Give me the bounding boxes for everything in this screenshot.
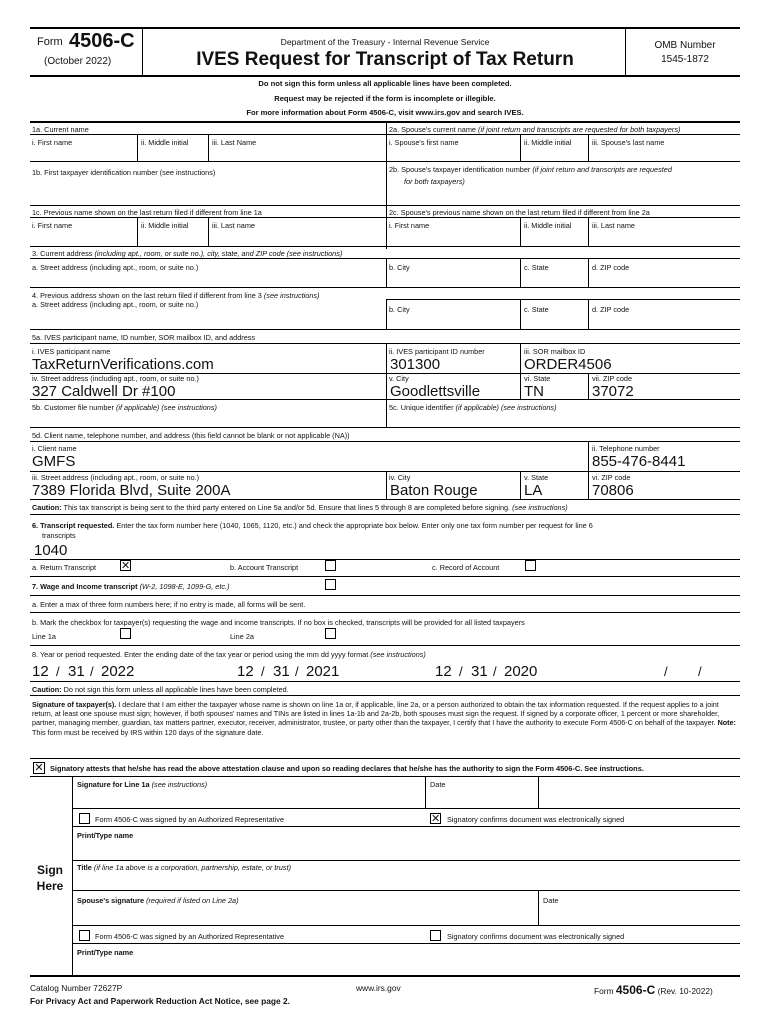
divider bbox=[588, 299, 589, 329]
divider bbox=[386, 343, 387, 399]
divider bbox=[208, 217, 209, 246]
return-transcript-checkbox[interactable] bbox=[120, 560, 131, 571]
rule bbox=[30, 645, 740, 646]
form-date: (October 2022) bbox=[44, 56, 112, 67]
line-2a-first-name[interactable]: i. Spouse's first name bbox=[389, 138, 459, 147]
client-city-field[interactable]: Baton Rouge bbox=[390, 482, 478, 499]
sign-word: Sign bbox=[37, 863, 63, 877]
rule bbox=[72, 943, 740, 944]
line-7b-line1a-label: Line 1a bbox=[32, 632, 56, 641]
line-5d-phone-label: ii. Telephone number bbox=[592, 444, 660, 453]
return-transcript-label: a. Return Transcript bbox=[32, 563, 97, 572]
footer-form-number: 4506-C bbox=[615, 983, 656, 997]
line-3-label: 3. Current address (including apt., room, or suite no.), city, state, and ZIP code (see instructions) bbox=[32, 249, 343, 258]
electronic-signature-label-2: Signatory confirms document was electronically signed bbox=[447, 932, 625, 941]
rule bbox=[30, 343, 740, 344]
divider bbox=[588, 441, 589, 499]
line-1a-wage-checkbox[interactable] bbox=[120, 628, 131, 639]
omb-number: 1545-1872 bbox=[661, 54, 709, 65]
ives-street-address-field[interactable]: 327 Caldwell Dr #100 bbox=[32, 383, 176, 400]
divider bbox=[386, 399, 387, 427]
line-5d-state-label: v. State bbox=[524, 473, 549, 482]
footer-form-id bbox=[594, 983, 713, 997]
page-title: IVES Request for Transcript of Tax Return bbox=[196, 49, 574, 70]
ives-participant-name-field[interactable]: TaxReturnVerifications.com bbox=[32, 356, 214, 373]
line-5a-zip-label: vii. ZIP code bbox=[592, 374, 633, 383]
rule bbox=[30, 681, 740, 682]
attestation-text: Signatory attests that he/she has read the above attestation clause and upon so reading declares that he/she has the authority to sign the Form 4506-C. See instructions. bbox=[50, 764, 644, 773]
divider bbox=[588, 134, 589, 161]
irs-website-link[interactable]: www.irs.gov bbox=[356, 983, 401, 993]
divider bbox=[538, 890, 539, 925]
rule bbox=[30, 471, 740, 472]
line-2a-last-name[interactable]: iii. Spouse's last name bbox=[592, 138, 665, 147]
signature-declaration: Signature of taxpayer(s). I declare that I am either the taxpayer whose name is shown on line 1a or, if applicable, line 2a, or a person authorized to obtain the tax information requested. If the request applies to a joint return, at least one spouse must sign; however, if both spouses' names and TINs are listed in lines 1a-1b and 2a-2b, both spouses must sign the request. If signed by a corporate officer, 1 percent or more shareholder, partner, managing member, guardian, tax matters partner, executor, receiver, administrator, trustee, or party other than the taxpayer, I certify that I have the authority to execute Form 4506-C on behalf of the taxpayer. Note: This form must be received by IRS within 120 days of the signature date. bbox=[32, 700, 736, 737]
line-1b-label[interactable]: 1b. First taxpayer identification number (see instructions) bbox=[32, 168, 216, 177]
line-1c-middle-initial[interactable]: ii. Middle initial bbox=[141, 221, 189, 230]
line-5d-city-label: iv. City bbox=[389, 473, 411, 482]
header-divider-left bbox=[142, 27, 143, 75]
divider bbox=[386, 258, 387, 287]
line-1c-last-name[interactable]: iii. Last name bbox=[212, 221, 255, 230]
divider bbox=[520, 134, 521, 161]
record-of-account-checkbox[interactable] bbox=[525, 560, 536, 571]
authorized-rep-checkbox-1[interactable] bbox=[79, 813, 90, 824]
date-separator: / bbox=[459, 664, 463, 679]
rule bbox=[72, 826, 740, 827]
caution-do-not-sign: Caution: Do not sign this form unless all applicable lines have been completed. bbox=[32, 685, 289, 694]
wage-income-checkbox[interactable] bbox=[325, 579, 336, 590]
date-separator: / bbox=[90, 664, 94, 679]
line-3-state[interactable]: c. State bbox=[524, 263, 549, 272]
line-4-street[interactable]: a. Street address (including apt., room, or suite no.) bbox=[32, 300, 199, 309]
rule bbox=[30, 329, 740, 330]
date-separator: / bbox=[698, 664, 702, 679]
privacy-notice: For Privacy Act and Paperwork Reduction Act Notice, see page 2. bbox=[30, 996, 291, 1006]
rule bbox=[72, 808, 740, 809]
sign-here-divider bbox=[72, 776, 73, 976]
rule bbox=[72, 890, 740, 891]
line-1c-label: 1c. Previous name shown on the last return filed if different from line 1a bbox=[32, 208, 262, 217]
client-state-field[interactable]: LA bbox=[524, 482, 543, 499]
line-2c-middle-initial[interactable]: ii. Middle initial bbox=[524, 221, 572, 230]
here-word: Here bbox=[36, 879, 64, 893]
period-2-month[interactable]: 12 bbox=[237, 663, 254, 680]
line-5d-label: 5d. Client name, telephone number, and address (this field cannot be blank or not applicable (NA)) bbox=[32, 431, 350, 440]
line-1a-first-name[interactable]: i. First name bbox=[32, 138, 73, 147]
rule bbox=[30, 161, 740, 162]
line-6-label-cont: transcripts bbox=[42, 531, 76, 540]
rule bbox=[30, 559, 740, 560]
client-name-field[interactable]: GMFS bbox=[32, 453, 76, 470]
attestation-checkbox[interactable] bbox=[33, 762, 45, 774]
record-of-account-label: c. Record of Account bbox=[432, 563, 500, 572]
form-label: Form bbox=[37, 36, 63, 48]
divider bbox=[520, 217, 521, 246]
rule bbox=[30, 576, 740, 577]
line-7b-text: b. Mark the checkbox for taxpayer(s) requesting the wage and income transcripts. If no box is checked, transcripts will be provided for all listed taxpayers bbox=[32, 618, 525, 627]
line-8-label: 8. Year or period requested. Enter the ending date of the tax year or period using the mm dd yyyy format (see instructions) bbox=[32, 650, 426, 659]
rule bbox=[30, 776, 740, 777]
header-divider-right bbox=[625, 27, 626, 75]
date-label-2[interactable]: Date bbox=[543, 896, 559, 905]
date-separator: / bbox=[56, 664, 60, 679]
rule bbox=[72, 860, 740, 861]
line-3-city[interactable]: b. City bbox=[389, 263, 410, 272]
line-3-zip[interactable]: d. ZIP code bbox=[592, 263, 630, 272]
rule bbox=[30, 514, 740, 515]
line-5b-label[interactable]: 5b. Customer file number (if applicable) (see instructions) bbox=[32, 403, 217, 412]
line-5a-label: 5a. IVES participant name, ID number, SOR mailbox ID, and address bbox=[32, 333, 256, 342]
rule bbox=[30, 287, 740, 288]
ives-participant-id-field[interactable]: 301300 bbox=[390, 356, 441, 373]
authorized-rep-label-1: Form 4506-C was signed by an Authorized Representative bbox=[95, 815, 285, 824]
rule bbox=[386, 299, 740, 300]
line-7a-text[interactable]: a. Enter a max of three form numbers here; if no entry is made, all forms will be sent. bbox=[32, 600, 306, 609]
footer-form-label: Form bbox=[594, 986, 614, 996]
rule bbox=[30, 205, 740, 206]
electronic-signature-label-1: Signatory confirms document was electronically signed bbox=[447, 815, 625, 824]
rule bbox=[30, 258, 740, 259]
ives-state-field[interactable]: TN bbox=[524, 383, 544, 400]
divider bbox=[137, 217, 138, 246]
divider bbox=[588, 258, 589, 287]
line-1a-middle-initial[interactable]: ii. Middle initial bbox=[141, 138, 189, 147]
line-5a-name-label: i. IVES participant name bbox=[32, 347, 111, 356]
line-4-city[interactable]: b. City bbox=[389, 305, 410, 314]
print-name-label-2[interactable]: Print/Type name bbox=[77, 948, 134, 957]
line-2b-label[interactable]: 2b. Spouse's taxpayer identification number (if joint return and transcripts are requested bbox=[389, 165, 672, 174]
divider bbox=[520, 299, 521, 329]
footer-revision: (Rev. 10-2022) bbox=[657, 986, 713, 996]
rule bbox=[30, 399, 740, 400]
line-1c-first-name[interactable]: i. First name bbox=[32, 221, 73, 230]
form-number: 4506-C bbox=[69, 30, 135, 52]
line-1a-last-name[interactable]: iii. Last Name bbox=[212, 138, 257, 147]
authorized-rep-checkbox-2[interactable] bbox=[79, 930, 90, 941]
period-1-day[interactable]: 31 bbox=[68, 663, 85, 680]
period-3-month[interactable]: 12 bbox=[435, 663, 452, 680]
date-separator: / bbox=[493, 664, 497, 679]
rule bbox=[30, 441, 740, 442]
line-5a-street-label: iv. Street address (including apt., room, or suite no.) bbox=[32, 374, 199, 383]
line-5c-label[interactable]: 5c. Unique identifier (if applicable) (see instructions) bbox=[389, 403, 557, 412]
rule bbox=[72, 925, 740, 926]
signature-line-1a-label[interactable]: Signature for Line 1a (see instructions) bbox=[77, 780, 208, 789]
period-1-year[interactable]: 2022 bbox=[101, 663, 135, 680]
omb-block bbox=[630, 39, 740, 67]
account-transcript-label: b. Account Transcript bbox=[230, 563, 299, 572]
line-5a-id-label: ii. IVES participant ID number bbox=[389, 347, 485, 356]
line-5d-client-label: i. Client name bbox=[32, 444, 77, 453]
electronic-signature-checkbox-2[interactable] bbox=[430, 930, 441, 941]
line-4-state[interactable]: c. State bbox=[524, 305, 549, 314]
instruction-line-1: Do not sign this form unless all applicable lines have been completed. bbox=[258, 79, 512, 88]
electronic-signature-checkbox-1[interactable] bbox=[430, 813, 441, 824]
rule bbox=[30, 758, 740, 759]
line-2b-note: for both taxpayers) bbox=[404, 177, 465, 186]
title-label[interactable]: Title (if line 1a above is a corporation, partnership, estate, or trust) bbox=[77, 863, 292, 872]
period-3-day[interactable]: 31 bbox=[471, 663, 488, 680]
line-5d-street-label: iii. Street address (including apt., room, or suite no.) bbox=[32, 473, 200, 482]
authorized-rep-label-2: Form 4506-C was signed by an Authorized Representative bbox=[95, 932, 285, 941]
period-2-day[interactable]: 31 bbox=[273, 663, 290, 680]
omb-label: OMB Number bbox=[654, 40, 716, 51]
ives-zip-field[interactable]: 37072 bbox=[592, 383, 634, 400]
divider bbox=[588, 373, 589, 399]
tax-form-number-field[interactable]: 1040 bbox=[34, 542, 68, 559]
line-2a-middle-initial[interactable]: ii. Middle initial bbox=[524, 138, 572, 147]
date-separator: / bbox=[664, 664, 668, 679]
rule bbox=[30, 612, 740, 613]
sign-here-label bbox=[30, 862, 70, 894]
department-name: Department of the Treasury - Internal Revenue Service bbox=[280, 37, 490, 47]
rule bbox=[30, 427, 740, 428]
catalog-number: Catalog Number 72627P bbox=[30, 983, 123, 993]
divider bbox=[538, 776, 539, 808]
rule bbox=[30, 499, 740, 500]
divider bbox=[208, 134, 209, 161]
date-label-1[interactable]: Date bbox=[430, 780, 446, 789]
line-2a-wage-checkbox[interactable] bbox=[325, 628, 336, 639]
print-name-label-1[interactable]: Print/Type name bbox=[77, 831, 134, 840]
rule bbox=[30, 595, 740, 596]
client-phone-field[interactable]: 855-476-8441 bbox=[592, 453, 686, 470]
top-rule bbox=[30, 27, 740, 29]
line-4-label: 4. Previous address shown on the last return filed if different from line 3 (see instructions) bbox=[32, 291, 320, 300]
divider bbox=[425, 776, 426, 808]
date-separator: / bbox=[295, 664, 299, 679]
line-2c-first-name[interactable]: i. First name bbox=[389, 221, 430, 230]
period-3-year[interactable]: 2020 bbox=[504, 663, 538, 680]
divider bbox=[520, 258, 521, 287]
sor-mailbox-id-field[interactable]: ORDER4506 bbox=[524, 356, 612, 373]
divider bbox=[386, 471, 387, 499]
line-5a-city-label: v. City bbox=[389, 374, 409, 383]
line-7-label: 7. Wage and Income transcript (W-2, 1098-E, 1099-G, etc.) bbox=[32, 582, 230, 591]
spouse-signature-label[interactable]: Spouse's signature (required if listed on Line 2a) bbox=[77, 896, 239, 905]
client-zip-field[interactable]: 70806 bbox=[592, 482, 634, 499]
instruction-line-3: For more information about Form 4506-C, visit www.irs.gov and search IVES. bbox=[246, 108, 524, 117]
divider bbox=[386, 299, 387, 329]
divider bbox=[520, 471, 521, 499]
line-5a-state-label: vi. State bbox=[524, 374, 551, 383]
account-transcript-checkbox[interactable] bbox=[325, 560, 336, 571]
divider bbox=[588, 217, 589, 246]
line-7b-line2a-label: Line 2a bbox=[230, 632, 254, 641]
period-1-month[interactable]: 12 bbox=[32, 663, 49, 680]
line-2c-label: 2c. Spouse's previous name shown on the last return filed if different from line 2a bbox=[389, 208, 650, 217]
period-2-year[interactable]: 2021 bbox=[306, 663, 340, 680]
client-street-field[interactable]: 7389 Florida Blvd, Suite 200A bbox=[32, 482, 231, 499]
line-5d-zip-label: vi. ZIP code bbox=[592, 473, 631, 482]
line-6-label: 6. Transcript requested. Enter the tax form number here (1040, 1065, 1120, etc.) and check the appropriate box below. Enter only one tax form number per request for line 6 bbox=[32, 521, 593, 530]
rule bbox=[30, 695, 740, 696]
divider bbox=[520, 343, 521, 399]
line-3-street[interactable]: a. Street address (including apt., room, or suite no.) bbox=[32, 263, 199, 272]
center-divider-top bbox=[386, 122, 387, 249]
ives-city-field[interactable]: Goodlettsville bbox=[390, 383, 481, 400]
line-2c-last-name[interactable]: iii. Last name bbox=[592, 221, 635, 230]
line-1a-label: 1a. Current name bbox=[32, 125, 89, 134]
date-separator: / bbox=[261, 664, 265, 679]
header-bottom-rule bbox=[30, 75, 740, 77]
rule bbox=[30, 246, 740, 247]
caution-third-party: Caution: This tax transcript is being sent to the third party entered on Line 5a and/or 5d. Ensure that lines 5 through 8 are completed before signing. (see instructions) bbox=[32, 503, 568, 512]
divider bbox=[137, 134, 138, 161]
instruction-line-2: Request may be rejected if the form is incomplete or illegible. bbox=[274, 94, 496, 103]
line-2a-label: 2a. Spouse's current name (if joint return and transcripts are requested for both taxpayers) bbox=[389, 125, 681, 134]
instructions-bottom-rule bbox=[30, 121, 740, 123]
line-4-zip[interactable]: d. ZIP code bbox=[592, 305, 630, 314]
line-5a-sor-label: iii. SOR mailbox ID bbox=[524, 347, 586, 356]
bottom-rule bbox=[30, 975, 740, 977]
